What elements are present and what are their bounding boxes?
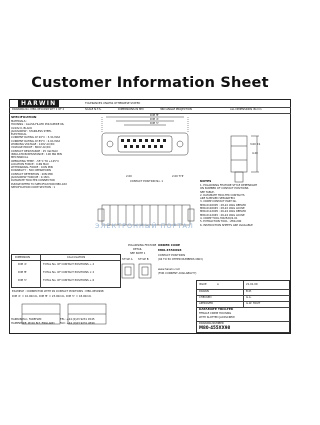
example-text: EXAMPLE : CONNECTOR WITH 09 CONTACT POSITIONS : M80-4550998 xyxy=(12,290,104,293)
contact-position-label: CONTACT POSITION No. 1 xyxy=(130,180,164,183)
spec-line: PLEASE REFER TO SPECIFICATION M80-4XX xyxy=(11,182,68,186)
spec-line: OPERATING TEMP : -55°C TO +125°C xyxy=(11,159,60,163)
units-label: DIMENSIONS IN MM xyxy=(118,108,144,111)
spec-line: DURABILITY : 500 OPERATIONS xyxy=(11,169,52,173)
spec-line: WITHDRAWAL FORCE : 0.6N MIN xyxy=(11,166,53,170)
drawing-reference: DRAWING No. M80-455XX98 SHT 1 OF 2 xyxy=(12,108,65,111)
polarising-detail: DETAIL xyxy=(133,248,143,251)
company-line: TEL: +44 (0)23 9231 4545 xyxy=(60,318,95,321)
drawn-value: B.M. xyxy=(246,290,252,293)
table-cell: DIM 'B' xyxy=(18,271,28,274)
product-description-2: WITH SLOTTED JACKSCREW xyxy=(199,316,235,319)
note-line: 4. CRIMP TOOL M22520/2-01 xyxy=(200,216,238,220)
approved-value: G.W. HOUT xyxy=(246,302,261,305)
issue-value: A xyxy=(217,283,219,286)
company-line: HARWIN PLC, FAREHAM xyxy=(11,318,42,321)
table-divider xyxy=(12,260,121,261)
note-line: ON NUMBER OF CONTACT POSITIONS xyxy=(200,187,249,191)
title-block-divider xyxy=(243,281,244,307)
polarising-styles-drawing xyxy=(120,262,154,280)
polarising-note-ref: SEE NOTE 1 xyxy=(130,252,146,255)
order-code-heading: ORDER CODE xyxy=(158,243,181,247)
scale-label: SCALE N.T.S. xyxy=(85,108,102,111)
specification-heading: SPECIFICATION xyxy=(11,115,37,119)
spec-line: MECHANICAL xyxy=(11,156,29,160)
tolerance-label: TOLERANCES UNLESS OTHERWISE STATED xyxy=(85,102,141,105)
spec-line: LOCATION FORCE : 0.6N MAX xyxy=(11,162,49,166)
website-link[interactable]: www.harwin.com xyxy=(158,268,181,271)
spec-line: SPECIFICATION CODE SECTION : 1 xyxy=(11,185,56,189)
spec-line: CURRENT RATING AT 85°C : 2.0A MAX xyxy=(11,139,61,143)
spec-line: CURRENT RATING AT 20°C : 3.3A MAX xyxy=(11,136,61,140)
order-subtext-range: (04 TO 50 OTHER NUMBERS ONLY) xyxy=(158,258,203,261)
dim-c-label: DIM 'C' xyxy=(150,122,160,125)
note-line: 3. CRIMP CONTACT PART No. xyxy=(200,200,237,204)
product-description: FEMALE CRIMP HOUSING xyxy=(199,312,232,315)
company-line: FAX: +44 (0)23 9231 4590 xyxy=(60,322,95,325)
notes-heading: NOTES xyxy=(200,179,212,183)
style-b-label: STYLE B xyxy=(138,258,149,261)
approved-label: APPROVED xyxy=(199,302,214,305)
title-block xyxy=(196,280,290,333)
page-title: Customer Information Sheet xyxy=(31,75,269,91)
dim-b-label: DIM 'B' xyxy=(150,114,160,117)
table-cell: TOTAL No. OF CONTACT POSITIONS × 2 xyxy=(43,271,95,274)
issue-label: ISSUE xyxy=(199,283,207,286)
spec-line: ELECTRICAL xyxy=(11,133,27,137)
side-depth-dimension: 4.20 xyxy=(252,152,258,155)
order-subtext: CONTACT POSITIONS xyxy=(158,254,186,257)
table-cell: TOTAL No. OF CONTACT POSITIONS + 6 xyxy=(43,279,95,282)
note-line: M80-0102045 : 28-22 AWG LOOSE xyxy=(200,207,245,211)
table-divider xyxy=(40,255,41,288)
example-dimensions: DIM 'A' = 10.00mm, DIM 'B' = 23.00mm, DIM 'C' = 18.00mm xyxy=(12,295,92,298)
projection-label: 3RD ANGLE PROJECTION xyxy=(160,108,192,111)
note-line: M80-0112045 : 26-24 AWG LOOSE xyxy=(200,213,245,217)
product-name: DATAMATE TRIO-TEK xyxy=(199,307,234,311)
spec-line: CONTACT RESISTANCE : 25 mΩ MAX xyxy=(11,149,58,153)
style-a-label: STYLE A xyxy=(122,258,133,261)
dim-a-label: DIM 'A' xyxy=(150,118,160,121)
company-line: HAMPSHIRE, PO16 8LT, ENGLAND xyxy=(11,322,55,325)
spec-line: VOLTAGE PROOF : 800V AC/DC xyxy=(11,146,51,150)
drawn-label: DRAWN xyxy=(199,290,209,293)
connector-top-view xyxy=(92,113,197,175)
connector-side-view xyxy=(215,130,270,190)
notes-list xyxy=(200,184,288,227)
website-note: (FOR CURRENT AVAILABILITY) xyxy=(158,272,197,275)
spec-line: INSULATION RESISTANCE : 100 MΩ MIN xyxy=(11,152,62,156)
note-line: 1. POLARISING FEATURE STYLE DEPENDANT xyxy=(200,184,258,187)
table-header: CALCULATION xyxy=(67,256,86,259)
date-value: 21.01.09 xyxy=(246,283,258,286)
polarising-heading: POLARISING FEATURE xyxy=(128,244,157,247)
spec-line: CONTACT RETENTION : 20N MIN xyxy=(11,172,53,176)
spec-line: HOUSING : GLASS-FILLED POLYAMIDE 66, xyxy=(11,123,65,127)
note-line: M80-0102005 : 28-22 AWG REELED xyxy=(200,203,247,207)
pitch-dimension: 2.00 xyxy=(126,175,132,178)
harwin-logo: HARWIN xyxy=(18,100,59,107)
specification-list xyxy=(11,120,91,189)
spec-line: WORKING VOLTAGE : 120V AC/DC xyxy=(11,143,55,147)
table-cell: DIM 'A' xyxy=(18,263,28,266)
table-cell: DIM 'C' xyxy=(18,279,28,282)
pitch-typical-dimension: 2.00 TYP xyxy=(172,175,184,178)
spec-line: JACKSCREW TORQUE : 0.1Nm xyxy=(11,176,50,180)
note-line: 6. INSTRUCTION SHEETS ARE AVAILABLE xyxy=(200,223,253,227)
reserved-label: ALL DIMENSIONS IN mm xyxy=(230,108,262,111)
drawing-number: M80-455XX98 xyxy=(199,325,231,330)
spec-line: UL94V-0, BLACK xyxy=(11,126,33,130)
drawing-number-label: DRAWING NUMBER xyxy=(199,322,224,325)
table-header: DIMENSION xyxy=(15,256,30,259)
order-code: M80-455XX98 xyxy=(158,248,182,252)
dimension-table xyxy=(11,254,121,288)
note-line: ARE SUPPLIED SEPARATELY. xyxy=(200,197,236,201)
spec-line: JACKSCREW : STAINLESS STEEL xyxy=(11,129,52,133)
note-line: M80-0112005 : 26-24 AWG REELED xyxy=(200,210,247,214)
note-line: SEE TABLE. xyxy=(200,190,215,194)
watermark-text: ЭЛЕКТРОННЫЙ ПОРТАЛ xyxy=(95,222,194,230)
side-height-dimension: 3.00 ±1 xyxy=(250,143,261,146)
checked-value: G.A. xyxy=(246,296,252,299)
note-line: 2. DATAMATE TRIO-TEK CONTACTS xyxy=(200,193,245,197)
spec-line: MATERIALS : xyxy=(11,120,28,123)
table-cell: TOTAL No. OF CONTACT POSITIONS ÷ 2 xyxy=(43,263,95,266)
note-line: 5. EXTRACTION TOOL : Z80-290 xyxy=(200,220,242,224)
spec-line: DATAMATE TRIO-TEK CONNECTOR xyxy=(11,179,55,183)
checked-label: CHECKED xyxy=(199,296,212,299)
